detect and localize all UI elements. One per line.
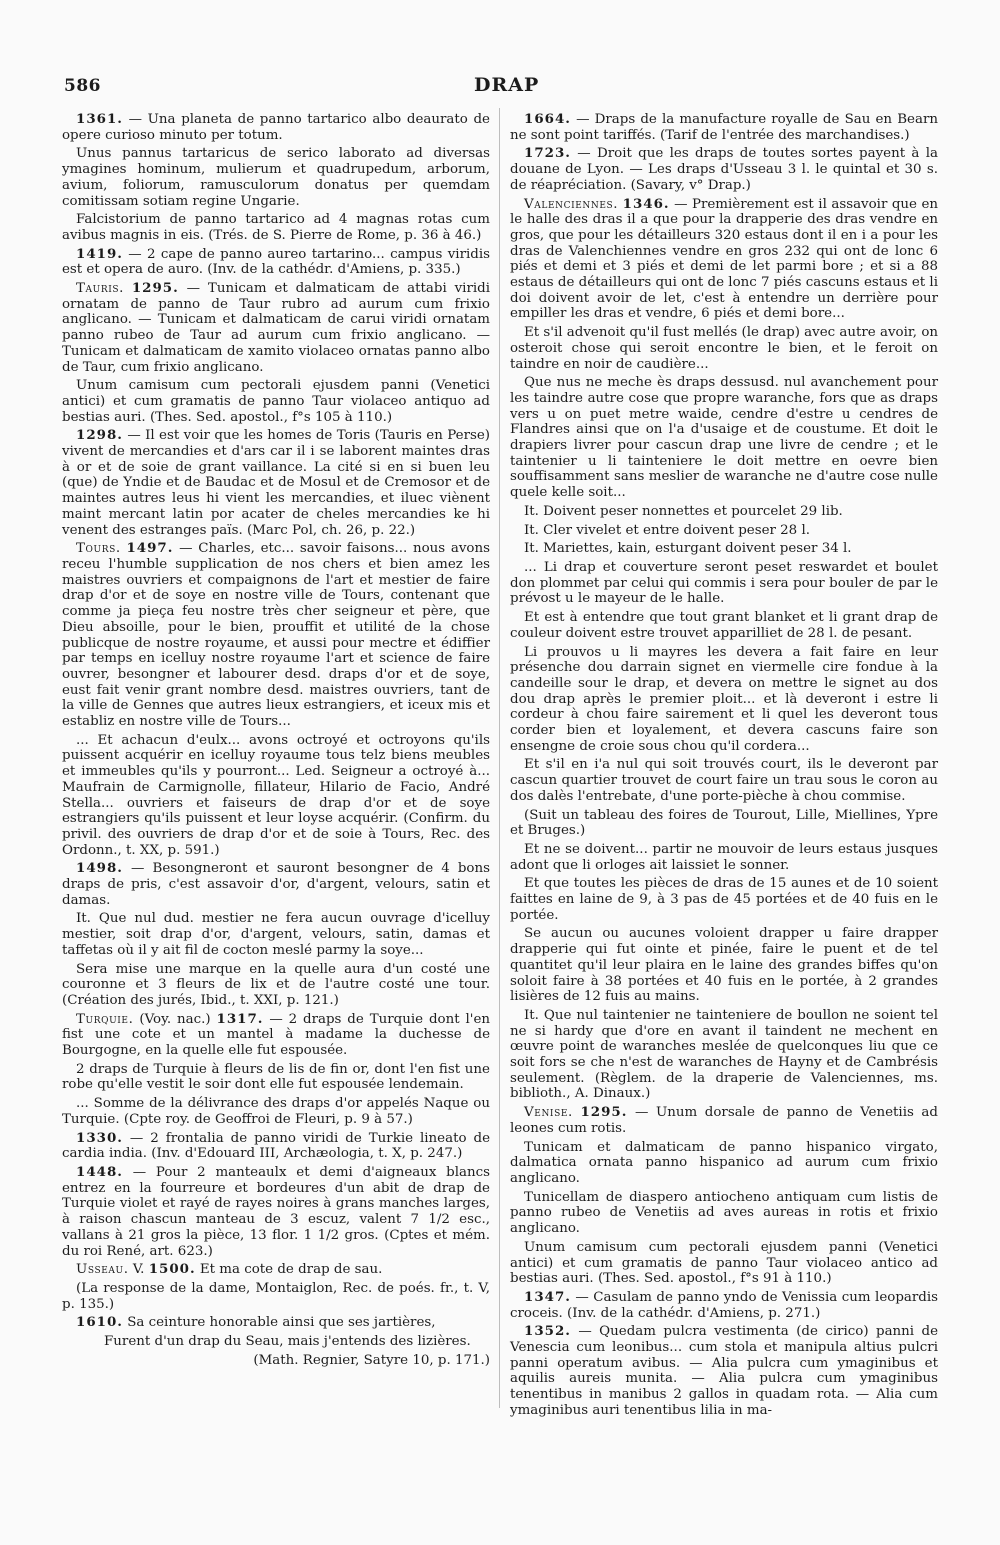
- verse-line: (Math. Regnier, Satyre 10, p. 171.): [253, 1352, 490, 1368]
- place-heading: Tours.: [76, 541, 121, 557]
- year-label: 1723.: [524, 145, 571, 162]
- year-label: 1497.: [126, 540, 174, 557]
- entry-paragraph: Et est à entendre que tout grant blanket et li grant drap de couleur doivent estre trouvet apparilliet de 28 l. de pesant.: [510, 610, 938, 641]
- entry-paragraph: 1498. — Besongneront et sauront besongner de 4 bons draps de pris, c'est assavoir d'or, d'argent, velours, satin et damas.: [62, 860, 490, 908]
- entry-paragraph: Et que toutes les pièces de dras de 15 aunes et de 10 soient faittes en laine de 9, à 3 pas de 45 portées et de 40 fuis en le portée.: [510, 876, 938, 923]
- entry-paragraph: ... Somme de la délivrance des draps d'or appelés Naque ou Turquie. (Cpte roy. de Geoffroi de Fleuri, p. 9 à 57.): [62, 1096, 490, 1127]
- entry-paragraph: 1298. — Il est voir que les homes de Toris (Tauris en Perse) vivent de mercandies et d'ars car il i se laborent maintes dras à or et de soie de grant vaillance. La cité si en si buen leu (que) de Yndie et de Baudac et de Mosul et de Cremosor et de maintes autres leus hi vient les mercandies, et iluec viènent maint mercant latin por acater de cheles mercandies ke hi venent des estranges païs. (Marc Pol, ch. 26, p. 22.): [62, 427, 490, 538]
- year-label: 1346.: [622, 195, 670, 212]
- entry-paragraph: Et s'il en i'a nul qui soit trouvés court, ils le deveront par cascun quartier trouvet de court faire un trau sous le coron au dos dalès l'entrebate, d'une porte-pièche à chou commise.: [510, 757, 938, 804]
- year-label: 1498.: [76, 860, 123, 877]
- entry-paragraph: Que nus ne meche ès draps dessusd. nul avanchement pour les taindre autre cose que propre waranche, fors que as draps vers u on puet metre waide, cendre d'estre u cendres de Flandres ainsi que on l'a d'usaige et de coustume. Et doit le drapiers livrer pour cascun drap une livre de cendre ; et le taintenier u li tainteniere le doit mettre en oevre bien souffisamment sans meslier de waranche ne d'autre cose nulle quele kelle soit...: [510, 375, 938, 501]
- year-label: 1664.: [524, 111, 571, 127]
- left-column: [62, 112, 490, 1371]
- entry-paragraph: (Suit un tableau des foires de Tourout, Lille, Miellines, Ypre et Bruges.): [510, 807, 938, 839]
- entry-paragraph: 2 draps de Turquie à fleurs de lis de fin or, dont l'en fist une robe qu'elle vestit le soir dont elle fut espousée lendemain.: [62, 1061, 490, 1093]
- entry-paragraph: Falcistorium de panno tartarico ad 4 magnas rotas cum avibus magnis in eis. (Trés. de S. Pierre de Rome, p. 36 à 46.): [62, 212, 490, 243]
- entry-paragraph: Turquie. (Voy. nac.) 1317. — 2 draps de Turquie dont l'en fist une cote et un mantel à madame la duchesse de Bourgogne, en la quelle elle fut espousée.: [62, 1010, 490, 1059]
- year-label: 1347.: [524, 1288, 571, 1305]
- entry-paragraph: Usseau. V. 1500. Et ma cote de drap de sau.: [76, 1261, 383, 1278]
- place-heading: Valenciennes.: [524, 196, 619, 212]
- entry-paragraph: Unus pannus tartaricus de serico laborato ad diversas ymagines hominum, mulierum et quadrupedum, arborum, avium, foliorum, ramusculorum donatus per quemdam comitissam sotiam regine Ungarie.: [62, 146, 490, 209]
- entry-paragraph: Li prouvos u li mayres les devera a fait faire en leur présenche dou darrain signet en viermelle cire fondue à la candeille sour le drap, et devera on mettre le signet au dos dou drap après le premier ploit... et là deveront i estre li cordeur à chou faire sairement et li quel les deveront tous corder bien et loyalement, et devera cascuns faire son ensengne de croie sous chou qu'il cordera...: [510, 644, 938, 754]
- right-column: [510, 112, 938, 1422]
- year-label: 1317.: [216, 1010, 264, 1027]
- place-heading: Turquie.: [76, 1011, 134, 1027]
- entry-paragraph: Tunicellam de diaspero antiocheno antiquam cum listis de panno rubeo de Venetiis ad aves aureas in rotis et frixio anglicano.: [510, 1189, 938, 1237]
- entry-paragraph: It. Cler vivelet et entre doivent peser 28 l.: [524, 522, 811, 538]
- entry-paragraph: It. Doivent peser nonnettes et pourcelet 29 lib.: [524, 503, 843, 519]
- running-head: DRAP: [474, 74, 540, 96]
- entry-paragraph: 1347. — Casulam de panno yndo de Venissia cum leopardis croceis. (Inv. de la cathédr. d'Amiens, p. 271.): [510, 1288, 938, 1321]
- entry-paragraph: Venise. 1295. — Unum dorsale de panno de Venetiis ad leones cum rotis.: [510, 1104, 938, 1136]
- year-label: 1352.: [524, 1323, 571, 1340]
- year-label: 1298.: [76, 427, 123, 444]
- year-label: 1295.: [131, 280, 179, 297]
- entry-paragraph: 1352. — Quedam pulcra vestimenta (de cirico) panni de Venescia cum leonibus... cum stola et manipula altius pulcri panni operatum avibus. — Alia pulcra cum ymaginibus et aquilis aureis munita. — Alia pulcra cum ymaginibus tenentibus in manibus 2 gallos in quadam rota. — Alia cum ymaginibus auri tenentibus lilia in ma-: [510, 1323, 938, 1418]
- entry-paragraph: 1419. — 2 cape de panno aureo tartarino... campus viridis est et opera de auro. (Inv. de la cathédr. d'Amiens, p. 335.): [62, 245, 490, 278]
- place-heading: Venise.: [524, 1105, 573, 1121]
- year-label: 1295.: [580, 1104, 628, 1121]
- year-label: 1448.: [76, 1164, 123, 1180]
- entry-paragraph: 1723. — Droit que les draps de toutes sortes payent à la douane de Lyon. — Les draps d'Usseau 3 l. le quintal et 30 s. de réapréciation. (Savary, v° Drap.): [510, 145, 938, 193]
- entry-paragraph: Et ne se doivent... partir ne mouvoir de leurs estaus jusques adont que li orloges ait laissiet le sonner.: [510, 841, 938, 873]
- entry-paragraph: 1610. Sa ceinture honorable ainsi que ses jartières,: [76, 1314, 436, 1331]
- entry-paragraph: Et s'il advenoit qu'il fust mellés (le drap) avec autre avoir, on osteroit chose qui seroit encontre le bien, et le feroit on taindre en noir de caudière...: [510, 325, 938, 372]
- entry-paragraph: Tours. 1497. — Charles, etc... savoir faisons... nous avons receu l'humble supplication de nos chers et bien amez les maistres ouvriers et compaignons de l'art et mestier de faire drap d'or et de soye en nostre ville de Tours, contenant que comme ja pieça feu nostre très cher seigneur et père, que Dieu absoille, pour le bien, prouffit et utilité de la chose publicque de nostre royaume, et aussi pour mectre et édiffier par temps en icelluy nostre royaume l'art et science de faire ouvrer, besongner et labourer desd. draps d'or et de soye, eust fait venir grant nombre desd. maistres ouvriers, tant de la ville de Gennes que autres lieux estrangiers, et iceux mis et establiz en nostre ville de Tours...: [62, 540, 490, 730]
- entry-paragraph: 1330. — 2 frontalia de panno viridi de Turkie lineato de cardia india. (Inv. d'Edouard III, Archæologia, t. X, p. 247.): [62, 1129, 490, 1162]
- place-heading: Usseau.: [76, 1262, 129, 1278]
- entry-paragraph: Sera mise une marque en la quelle aura d'un costé une couronne et 3 fleurs de lix et de l'autre costé une tour. (Création des jurés, Ibid., t. XXI, p. 121.): [62, 961, 490, 1008]
- year-label: 1330.: [76, 1129, 123, 1146]
- entry-paragraph: ... Et achacun d'eulx... avons octroyé et octroyons qu'ils puissent acquérir en icelluy royaume tous telz biens meubles et immeubles qu'ils y pourront... Led. Seigneur a octroyé à... Maufrain de Carmignolle, fillateur, Hilario de Facio, André Stella... ouvriers et faiseurs de drap d'or et de soye estrangiers qu'ils puissent et leur loyse acquérir. (Confirm. du privil. des ouvriers de drap d'or et de soie à Tours, Rec. des Ordonn., t. XX, p. 591.): [62, 732, 490, 858]
- verse-line: Furent d'un drap du Seau, mais j'entends des lizières.: [104, 1334, 471, 1350]
- entry-paragraph: It. Que nul taintenier ne tainteniere de boullon ne soient tel ne si hardy que d'ore en avant il taindent ne mechent en œuvre point de waranches meslée de quelconques liu que ce soit fors se che n'est de waranches de Hayny et de Cambrésis seulement. (Règlem. de la draperie de Valenciennes, ms. biblioth., A. Dinaux.): [510, 1007, 938, 1102]
- entry-paragraph: Se aucun ou aucunes voloient drapper u faire drapper drapperie qui fut ointe et pinée, faire le puent et de tel quantitet qu'il leur plaira en le laine des grandes biffes qu'on soloit faire à 38 portées et 40 fuis en le portée, à 2 grandes lisières de 12 fuis au mains.: [510, 926, 938, 1005]
- year-label: 1610.: [76, 1314, 123, 1331]
- entry-paragraph: Tauris. 1295. — Tunicam et dalmaticam de attabi viridi ornatam de panno de Taur rubro ad aurum cum frixio anglicano. — Tunicam et dalmaticam de carui viridi ornatam panno rubeo de Taur ad aurum cum frixio anglicano. — Tunicam et dalmaticam de xamito violaceo ornatas panno albo de Taur, cum frixio anglicano.: [62, 280, 490, 375]
- entry-paragraph: Unum camisum cum pectorali ejusdem panni (Venetici antici) et cum gramatis de panno Taur violaceo antiquo ad bestias auri. (Thes. Sed. apostol., f°s 105 à 110.): [62, 378, 490, 425]
- place-heading: Tauris.: [76, 281, 124, 297]
- entry-paragraph: 1448. — Pour 2 manteaulx et demi d'aigneaux blancs entrez en la fourreure et bordeures d'un abit de drap de Turquie violet et rayé de rayes noires à grans manches larges, à raison chascun manteau de 3 escuz, valent 7 1/2 esc., vallans à 21 gros la pièce, 13 flor. 1 1/2 gros. (Cptes et mém. du roi René, art. 623.): [62, 1164, 490, 1259]
- entry-paragraph: (La response de la dame, Montaiglon, Rec. de poés. fr., t. V, p. 135.): [62, 1280, 490, 1312]
- entry-paragraph: Valenciennes. 1346. — Premièrement est il assavoir que en le halle des dras il a que pour la drapperie des dras vendre en gros, que pour les détailleurs 320 estaus dont il en i a pour les dras de Valenchiennes vendre en gros 232 qui ont de lonc 6 piés et demi et 3 piés et demi de let parmi bore ; et si a 88 estaus de détailleurs qui ont de lonc 7 piés cascuns estaus et li doi doivent avoir de let, c'est à entendre un derrière pour empiller les dras et vendre, 6 piés et demi bore...: [510, 195, 939, 322]
- entry-paragraph: It. Mariettes, kain, esturgant doivent peser 34 l.: [524, 541, 852, 557]
- entry-paragraph: Unum camisum cum pectorali ejusdem panni (Venetici antici) et cum gramatis de panno Taur violaceo antico ad bestias auri. (Thes. Sed. apostol., f°s 91 à 110.): [510, 1239, 938, 1287]
- entry-paragraph: Tunicam et dalmaticam de panno hispanico virgato, dalmatica ornata panno hispanico ad aurum cum frixio anglicano.: [510, 1139, 938, 1186]
- year-label: 1500.: [148, 1261, 196, 1278]
- page-number: 586: [64, 76, 101, 96]
- year-label: 1419.: [76, 245, 123, 262]
- entry-paragraph: 1664. — Draps de la manufacture royalle de Sau en Bearn ne sont point tariffés. (Tarif de l'entrée des marchandises.): [510, 111, 938, 143]
- entry-paragraph: It. Que nul dud. mestier ne fera aucun ouvrage d'icelluy mestier, soit drap d'or, d'argent, velours, satin, damas et taffetas où il y ait fil de cocton meslé parmy la soye...: [62, 911, 490, 958]
- column-divider: [499, 108, 500, 1408]
- entry-paragraph: ... Li drap et couverture seront peset reswardet et boulet don plommet par celui qui commis i sera pour bouler de par le prévost u le mayeur de le halle.: [510, 559, 938, 607]
- year-label: 1361.: [76, 111, 123, 127]
- entry-paragraph: 1361. — Una planeta de panno tartarico albo deaurato de opere curioso minuto per totum.: [62, 111, 490, 143]
